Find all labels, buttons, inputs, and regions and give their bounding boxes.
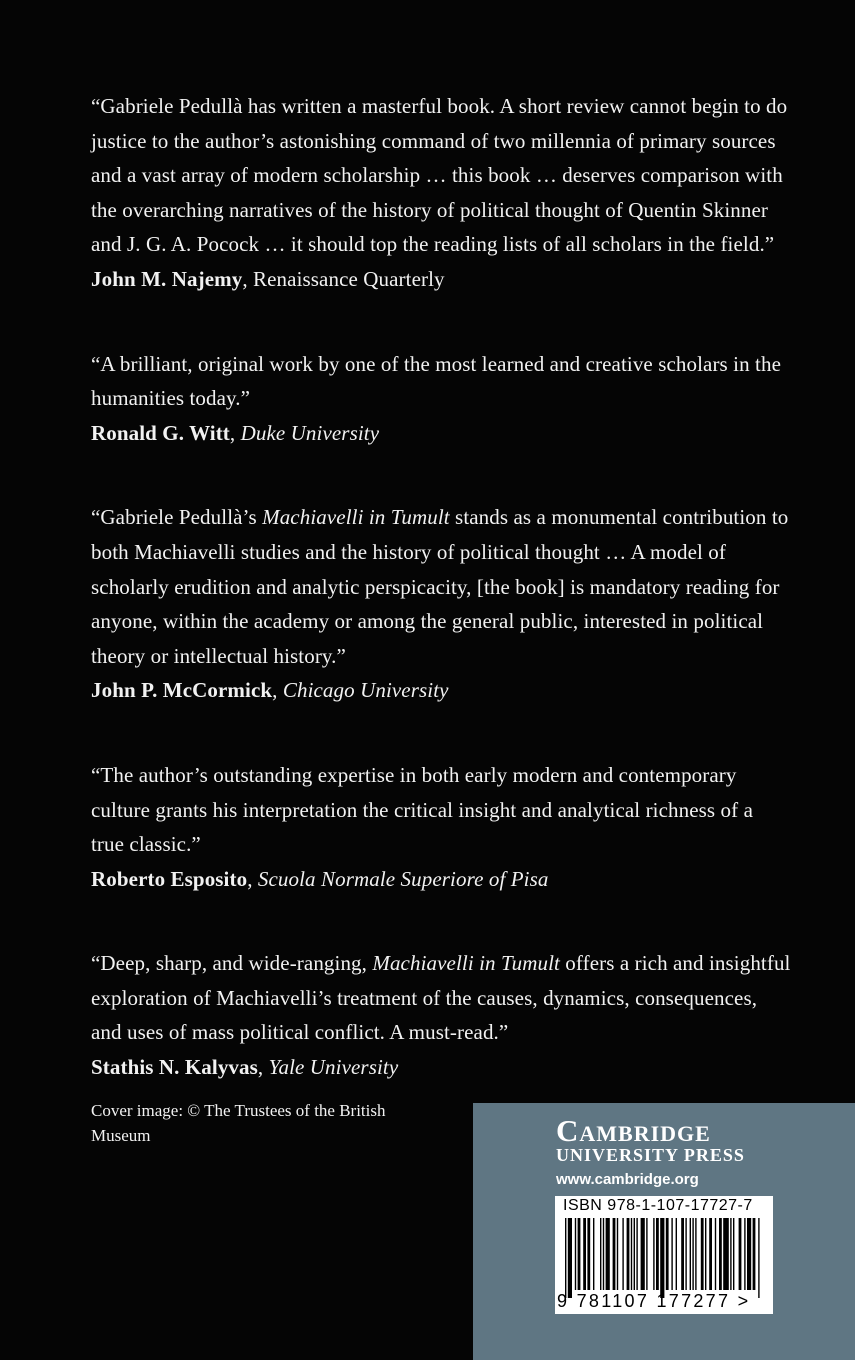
blurb-quote xyxy=(91,500,791,673)
quote-text-pre: “Gabriele Pedullà’s xyxy=(91,505,263,530)
blurb-affiliation: Scuola Normale Superiore of Pisa xyxy=(257,866,549,891)
barcode-bar xyxy=(719,1218,722,1290)
barcode-bar xyxy=(600,1218,601,1290)
isbn-barcode xyxy=(555,1196,773,1314)
blurb-kalyvas xyxy=(91,946,791,1084)
barcode-bar xyxy=(701,1218,704,1290)
barcode-bar xyxy=(613,1218,616,1290)
barcode-bar xyxy=(685,1218,686,1290)
barcode-bar xyxy=(692,1218,693,1290)
barcode-bars xyxy=(563,1218,761,1298)
book-title: Machiavelli in Tumult xyxy=(372,951,560,976)
quote-text-post: offers a rich and insightful exploration of Machiavelli’s treatment of the causes, dynamics, consequences, and uses of mass political conflict. A must-read.” xyxy=(91,951,791,1045)
barcode-bar xyxy=(631,1218,632,1290)
blurb-quote: “A brilliant, original work by one of the most learned and creative scholars in the humanities today.” xyxy=(91,351,782,411)
cover-image-credit: Cover image: © The Trustees of the British Museum xyxy=(91,1101,386,1145)
barcode-bar xyxy=(744,1218,745,1290)
barcode-bar xyxy=(709,1218,712,1290)
barcode-bar xyxy=(753,1218,756,1290)
blurb-author: John P. McCormick xyxy=(91,678,273,703)
barcode-bar xyxy=(568,1218,572,1298)
blurb-affiliation: Duke University xyxy=(240,420,380,445)
barcode-bar xyxy=(606,1218,610,1290)
quote-text-post: stands as a monumental contribution to both Machiavelli studies and the history of political thought … A model of scholarly erudition and analytic perspicacity, [the book] is mandatory reading for anyone, within the academy or among the general public, interested in political theory or intellectual history.” xyxy=(91,505,789,668)
blurb-affiliation: Yale University xyxy=(268,1055,399,1080)
blurb-esposito xyxy=(91,758,791,896)
publisher-panel xyxy=(473,1103,855,1360)
barcode-bar xyxy=(660,1218,664,1298)
blurb-attribution: John P. McCormick, Chicago University xyxy=(91,678,449,703)
blurb-attribution: Roberto Esposito, Scuola Normale Superiore of Pisa xyxy=(91,866,549,891)
blurb-attribution: John M. Najemy, Renaissance Quarterly xyxy=(91,266,445,291)
blurb-author: Stathis N. Kalyvas xyxy=(91,1055,258,1080)
barcode-bar xyxy=(715,1218,716,1290)
barcode-bar xyxy=(676,1218,677,1290)
barcode-bar xyxy=(695,1218,696,1290)
book-title: Machiavelli in Tumult xyxy=(262,505,450,530)
blurb-author: Ronald G. Witt xyxy=(91,420,230,445)
barcode-bar xyxy=(723,1218,729,1290)
barcode-bar xyxy=(739,1218,742,1290)
barcode-bar xyxy=(671,1218,672,1290)
barcode-bar xyxy=(730,1218,731,1290)
barcode-bar xyxy=(758,1218,759,1298)
publisher-logo: Cambridge xyxy=(556,1113,711,1148)
barcode-bar xyxy=(666,1218,669,1290)
blurb-quote xyxy=(91,946,791,1050)
blurb-quote: “The author’s outstanding expertise in both early modern and contemporary culture grants his interpretation the critical insight and analytical richness of a true classic.” xyxy=(91,762,753,857)
barcode-bar xyxy=(627,1218,630,1290)
barcode-bar xyxy=(575,1218,576,1290)
barcode-bar xyxy=(747,1218,751,1290)
barcode-bar xyxy=(646,1218,647,1290)
barcode-bar xyxy=(690,1218,691,1290)
isbn-label: ISBN 978-1-107-17727-7 xyxy=(563,1197,753,1214)
publisher-press: UNIVERSITY PRESS xyxy=(556,1145,745,1165)
blurb-witt xyxy=(91,347,791,451)
barcode-bar xyxy=(705,1218,706,1290)
barcode-bar xyxy=(587,1218,590,1290)
barcode-bar xyxy=(653,1218,654,1290)
blurb-quote: “Gabriele Pedullà has written a masterful book. A short review cannot begin to do justice to the author’s astonishing command of two millennia of primary sources and a vast array of modern scholarship … this book … deserves comparison with the overarching narratives of the history of political thought of Quentin Skinner and J. G. A. Pocock … it should top the reading lists of all scholars in the field.” xyxy=(91,94,788,257)
blurb-mccormick xyxy=(91,500,791,708)
barcode-bar xyxy=(634,1218,635,1290)
barcode-bar xyxy=(603,1218,604,1290)
barcode-bar xyxy=(636,1218,637,1290)
barcode-bar xyxy=(733,1218,734,1290)
blurb-author: John M. Najemy xyxy=(91,266,243,291)
quote-text-pre: “Deep, sharp, and wide-ranging, xyxy=(91,951,373,976)
barcode-bar xyxy=(583,1218,586,1290)
blurb-attribution: Stathis N. Kalyvas, Yale University xyxy=(91,1055,399,1080)
barcode-bar xyxy=(565,1218,566,1298)
blurb-najemy xyxy=(91,89,791,297)
barcode-bar xyxy=(656,1218,659,1290)
blurb-affiliation: Renaissance Quarterly xyxy=(253,266,445,291)
barcode-bar xyxy=(641,1218,645,1290)
blurb-attribution: Ronald G. Witt, Duke University xyxy=(91,420,380,445)
blurb-author: Roberto Esposito xyxy=(91,866,248,891)
barcode-bar xyxy=(681,1218,684,1290)
barcode-bar xyxy=(593,1218,594,1290)
barcode-digits: 9 781107 177277 > xyxy=(557,1291,751,1311)
endorsements xyxy=(91,89,791,1135)
blurb-affiliation: Chicago University xyxy=(282,678,449,703)
barcode-bar xyxy=(622,1218,623,1290)
barcode-bar xyxy=(617,1218,618,1290)
publisher-url: www.cambridge.org xyxy=(556,1171,699,1188)
barcode-bar xyxy=(578,1218,581,1290)
